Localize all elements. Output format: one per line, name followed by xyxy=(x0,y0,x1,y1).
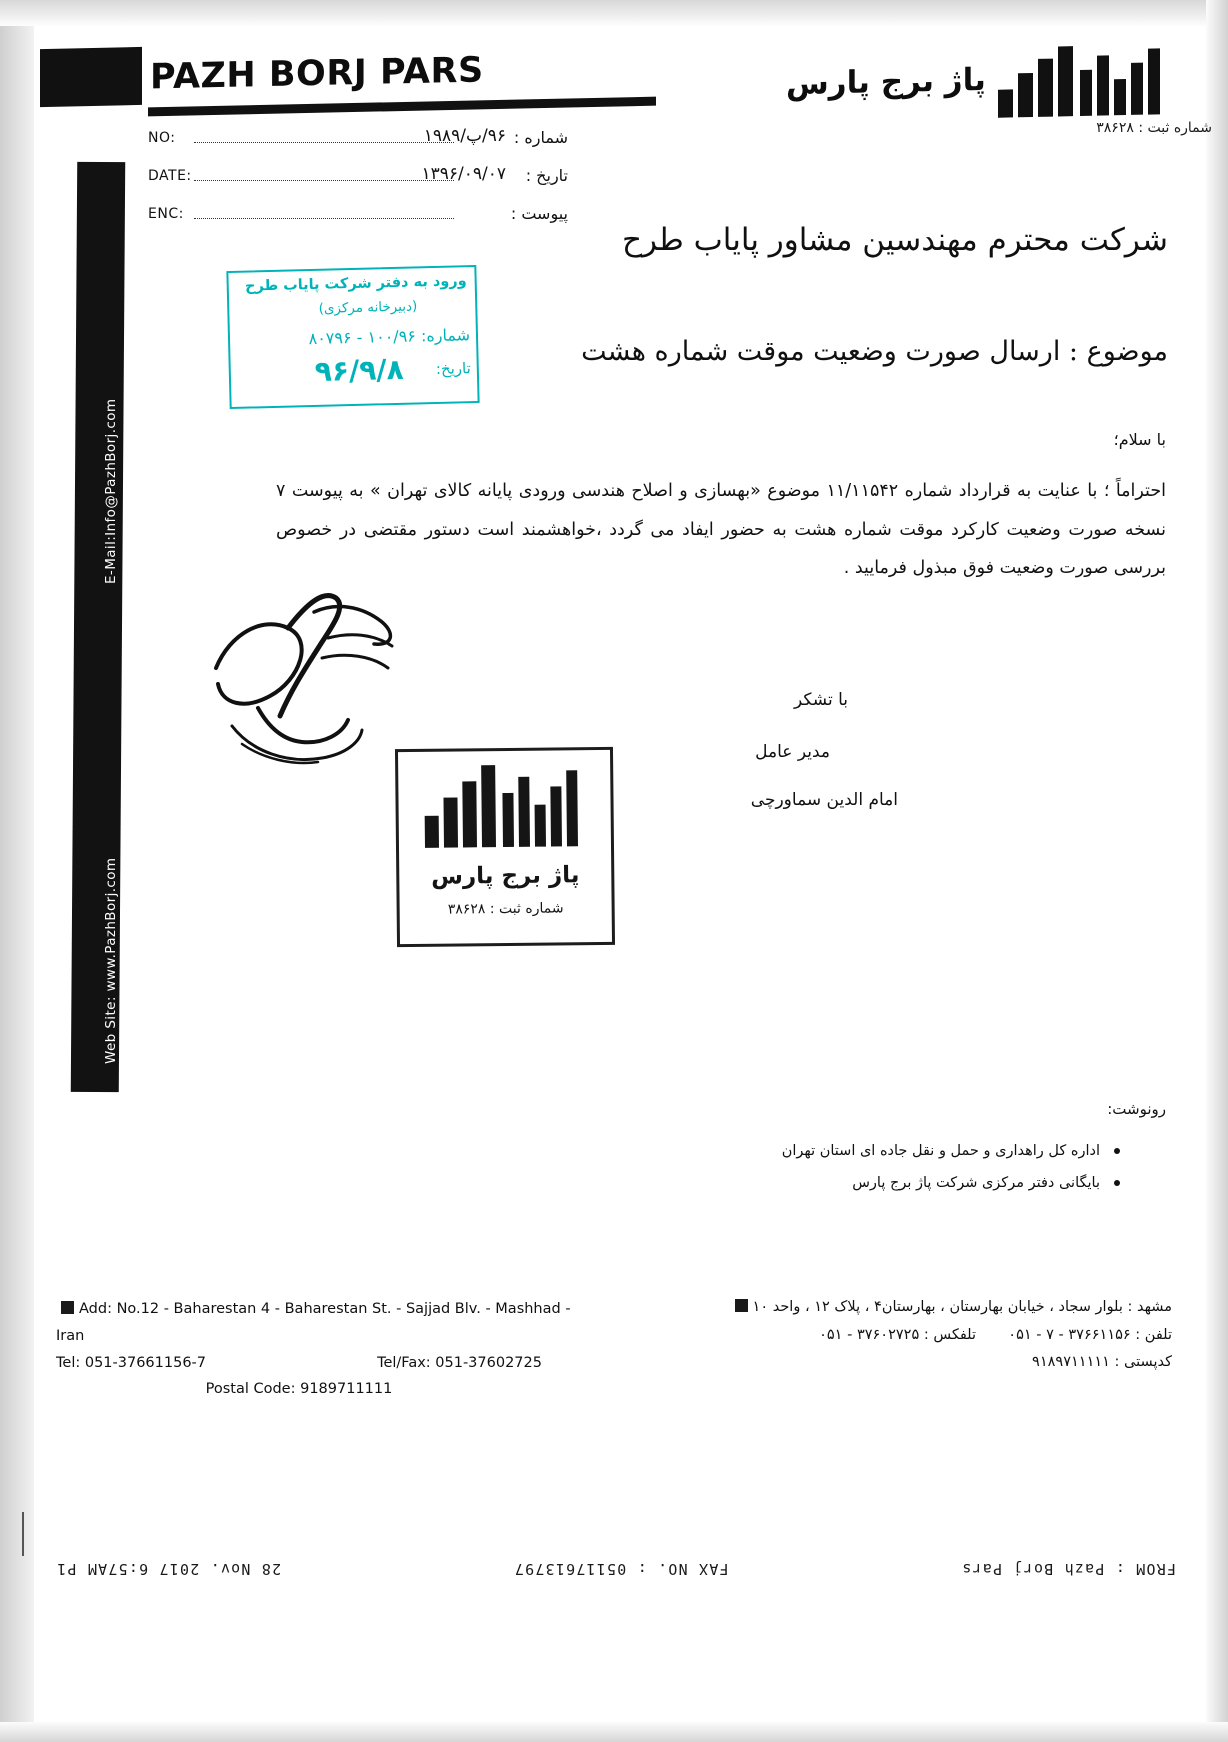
pazh-borj-pars-logo-icon xyxy=(996,44,1164,118)
website-text: Web Site: www.PazhBorj.com xyxy=(103,857,119,1064)
company-stamp-registration xyxy=(400,900,612,918)
scan-edge-top xyxy=(0,0,1228,26)
cc-title: رونوشت: xyxy=(1107,1100,1166,1118)
field-no-label-en: NO: xyxy=(148,130,176,146)
field-no-value: ۹۶/پ/۱۹۸۹ xyxy=(423,126,506,146)
field-enc-label-en: ENC: xyxy=(148,206,184,222)
salutation: با سلام؛ xyxy=(1113,430,1166,449)
footer-postal-row xyxy=(56,1376,542,1403)
email-text: E-Mail:Info@PazhBorj.com xyxy=(103,398,119,584)
subject-line: موضوع : ارسال صورت وضعیت موقت شماره هشت xyxy=(581,336,1168,367)
footer-address-fa-row xyxy=(652,1294,1172,1322)
closing-thanks: با تشکر xyxy=(794,690,848,710)
letterhead xyxy=(40,40,1172,116)
location-icon xyxy=(61,1301,74,1314)
field-date-label-fa: تاریخ : xyxy=(525,166,568,185)
cc-list xyxy=(782,1136,1128,1200)
company-stamp-brand: پاژ برج پارس xyxy=(431,862,580,890)
scan-edge-left xyxy=(0,0,34,1742)
field-date xyxy=(148,164,568,202)
reference-fields xyxy=(148,126,568,240)
letterhead-registration-number: ۳۸۶۲۸ xyxy=(1096,120,1134,136)
fax-datetime: 28 Nov. 2017 6:57AM P1 xyxy=(56,1560,282,1578)
letterhead-rule xyxy=(148,97,656,117)
company-stamp xyxy=(395,747,615,947)
scan-edge-right xyxy=(1206,0,1228,1742)
signer-role: مدیر عامل xyxy=(755,742,830,762)
field-date-dots xyxy=(194,180,454,181)
footer-phone-row xyxy=(56,1350,542,1377)
letterhead-black-block xyxy=(40,47,142,107)
brand-name-english: PAZH BORJ PARS xyxy=(150,50,484,98)
company-stamp-registration-number: ۳۸۶۲۸ xyxy=(447,901,486,918)
scan-edge-bottom xyxy=(0,1722,1228,1742)
field-no-dots xyxy=(194,142,454,143)
footer-tel-en: Tel: 051-37661156-7 xyxy=(56,1354,207,1371)
location-icon-fa xyxy=(735,1299,748,1312)
signer-name: امام الدین سماورچی xyxy=(750,790,898,810)
receipt-stamp-date-value: ۹۶/۹/۸ xyxy=(314,352,405,388)
fax-from: FROM : Pazh Borj Pars xyxy=(961,1560,1176,1578)
footer-postal-en: Postal Code: 9189711111 xyxy=(205,1381,393,1398)
addressee: شرکت محترم مهندسین مشاور پایاب طرح xyxy=(621,222,1168,258)
list-item: بایگانی دفتر مرکزی شرکت پاژ برج پارس xyxy=(782,1168,1128,1200)
footer-fax-en: Tel/Fax: 051-37602725 xyxy=(377,1354,542,1371)
receipt-stamp xyxy=(226,265,479,409)
receipt-stamp-number xyxy=(308,325,470,348)
footer-address-fa: مشهد : بلوار سجاد ، خیابان بهارستان ، بهارستان۴ ، پلاک ۱۲ ، واحد ۱۰ xyxy=(752,1299,1172,1315)
letter-body: احتراماً ؛ با عنایت به قرارداد شماره ۱۱/۱۱۵۴۲ موضوع «بهسازی و اصلاح هندسی ورودی پایانه کالای تهران » به پیوست ۷ نسخه صورت وضعیت کارکرد موقت شماره هشت به حضور ایفاد می گردد ،خواهشمند است دستور مقتضی در خصوص بررسی صورت وضعیت فوق مبذول فرمایید . xyxy=(276,481,1167,578)
field-date-value: ۱۳۹۶/۰۹/۰۷ xyxy=(421,164,506,184)
footer-address-en: Add: No.12 - Baharestan 4 - Baharestan St. - Sajjad Blv. - Mashhad - Iran xyxy=(56,1301,571,1344)
letterhead-registration-label: شماره ثبت : xyxy=(1138,120,1212,136)
letterhead-registration xyxy=(1096,120,1212,136)
footer-postal-fa: کدپستی : ۹۱۸۹۷۱۱۱۱۱ xyxy=(1032,1354,1172,1371)
field-enclosure xyxy=(148,202,568,240)
receipt-stamp-line2: (دبیرخانه مرکزی) xyxy=(318,298,418,317)
field-no xyxy=(148,126,568,164)
footer-phone-fa-row xyxy=(652,1322,1172,1350)
receipt-stamp-date-label: تاریخ: xyxy=(435,359,472,378)
scan-tick-mark xyxy=(22,1512,24,1556)
company-stamp-registration-label: شماره ثبت : xyxy=(489,900,564,918)
receipt-stamp-number-value: ۱۰۰/۹۶ - ۸۰۷۹۶ xyxy=(308,326,417,349)
side-strip-contacts xyxy=(72,164,124,1092)
field-enc-dots xyxy=(194,218,454,219)
footer-fax-fa: تلفکس : ۳۷۶۰۲۷۲۵ - ۰۵۱ xyxy=(819,1326,977,1343)
footer-english xyxy=(56,1296,576,1403)
fax-transmission-line xyxy=(56,1560,1176,1578)
footer-address-row xyxy=(56,1296,576,1350)
field-date-label-en: DATE: xyxy=(148,168,192,184)
footer-tel-fa: تلفن : ۳۷۶۶۱۱۵۶ - ۷ - ۰۵۱ xyxy=(1008,1326,1172,1343)
field-no-label-fa: شماره : xyxy=(513,128,568,147)
field-enc-label-fa: پیوست : xyxy=(510,204,568,223)
receipt-stamp-number-label: شماره: xyxy=(420,325,471,346)
company-stamp-logo-icon xyxy=(422,764,585,848)
receipt-stamp-line1: ورود به دفتر شرکت پایاب طرح xyxy=(244,273,467,295)
brand-name-farsi: پاژ برج پارس xyxy=(786,61,986,103)
footer-farsi xyxy=(652,1294,1172,1377)
fax-number: FAX NO. : 05117613797 xyxy=(513,1560,729,1578)
list-item: اداره کل راهداری و حمل و نقل جاده ای استان تهران xyxy=(782,1136,1128,1168)
footer-postal-fa-row xyxy=(652,1349,1172,1377)
